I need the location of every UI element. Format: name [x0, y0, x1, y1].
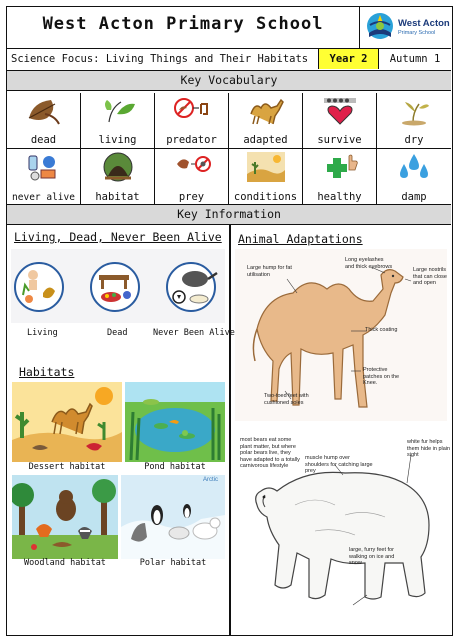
caption-woodland-habitat: Woodland habitat — [24, 558, 106, 568]
vocab-damp — [377, 149, 451, 205]
vocab-dead — [7, 93, 81, 149]
note-furry-feet: large, furry feet for walking on ice and snow — [349, 547, 395, 566]
note-two-toed-feet: Two-toed feet with cushioned soles — [264, 393, 309, 406]
dry-plant-icon — [395, 96, 433, 126]
key-information — [7, 225, 451, 635]
note-white-fur: white fur helps them hide in plain sight — [407, 439, 451, 458]
health-cross-icon — [321, 152, 359, 182]
vocab-label: adapted — [243, 134, 288, 146]
vocab-never-alive — [7, 149, 81, 205]
dead-leaf-icon — [25, 96, 63, 126]
vocab-label: predator — [166, 134, 217, 146]
plant-leaf-icon — [99, 96, 137, 126]
note-eyelashes: Long eyelashes and thick eyebrows — [345, 257, 393, 270]
vocabulary-heading: Key Vocabulary — [7, 71, 451, 91]
logo-subtitle: Primary School — [398, 30, 436, 36]
woodland-habitat-image — [12, 475, 118, 559]
vocab-adapted — [229, 93, 303, 149]
vocab-label: dead — [30, 134, 57, 146]
caption-polar-habitat: Polar habitat — [139, 558, 207, 568]
vocab-label: never alive — [12, 192, 75, 203]
school-title: West Acton Primary School — [42, 14, 324, 34]
science-focus: Science Focus: Living Things and Their Habitats — [7, 49, 319, 69]
caption-never-alive: Never Been Alive — [153, 328, 235, 338]
water-drops-icon — [395, 152, 433, 182]
note-muscle-hump: muscle hump over shoulders for catching large prey — [305, 455, 373, 474]
vocab-prey — [155, 149, 229, 205]
polar-habitat-image — [121, 475, 225, 559]
living-dead-illustration — [11, 249, 225, 323]
heart-icon — [321, 96, 359, 126]
term-label: Autumn 1 — [389, 53, 441, 65]
vocab-label: prey — [178, 191, 205, 203]
vocab-healthy — [303, 149, 377, 205]
knowledge-organiser — [6, 6, 453, 636]
vocab-habitat — [81, 149, 155, 205]
predator-icon — [173, 96, 211, 126]
year-badge: Year 2 — [319, 49, 379, 69]
vocab-survive — [303, 93, 377, 149]
cave-icon — [99, 152, 137, 182]
caption-dessert-habitat: Dessert habitat — [28, 462, 106, 472]
school-logo — [359, 7, 451, 49]
vocab-dry — [377, 93, 451, 149]
column-divider — [229, 225, 231, 635]
prey-icon — [173, 152, 211, 182]
desert-habitat-image — [12, 382, 122, 462]
desert-icon — [247, 152, 285, 182]
note-protective-patches: Protective patches on the Knee. — [363, 367, 400, 386]
vocab-label: habitat — [95, 191, 140, 203]
note-large-hump: Large hump for fat utilisation — [247, 265, 292, 278]
note-thick-coating: Thick coating — [365, 327, 398, 333]
vocab-label: survive — [317, 134, 362, 146]
note-bear-diet: most bears eat some plant matter, but where polar bears live, they have adapted to a totally carnivorous lifestyle — [240, 437, 300, 469]
adaptations-title: Animal Adaptations — [238, 232, 363, 246]
vocab-living — [81, 93, 155, 149]
camel-icon — [247, 96, 285, 126]
information-heading: Key Information — [7, 205, 451, 225]
vocab-label: healthy — [317, 191, 362, 203]
living-dead-title: Living, Dead, Never Been Alive — [14, 230, 222, 244]
header — [7, 7, 451, 49]
caption-dead: Dead — [107, 328, 128, 338]
objects-icon — [25, 152, 63, 182]
habitats-title: Habitats — [19, 365, 75, 379]
arctic-label: Arctic — [203, 477, 218, 483]
vocab-label: living — [98, 134, 137, 146]
vocab-label: conditions — [233, 191, 298, 203]
vocab-conditions — [229, 149, 303, 205]
vocabulary-grid — [7, 93, 451, 205]
focus-bar — [7, 49, 451, 71]
logo-emblem-icon — [363, 11, 397, 45]
pond-habitat-image — [125, 382, 225, 462]
vocab-predator — [155, 93, 229, 149]
vocab-label: dry — [404, 134, 424, 146]
caption-living: Living — [27, 328, 58, 338]
caption-pond-habitat: Pond habitat — [144, 462, 206, 472]
vocab-label: damp — [401, 191, 427, 203]
note-nostrils: Large nostrils that can close and open — [413, 267, 447, 286]
logo-name: West Acton — [398, 18, 450, 29]
